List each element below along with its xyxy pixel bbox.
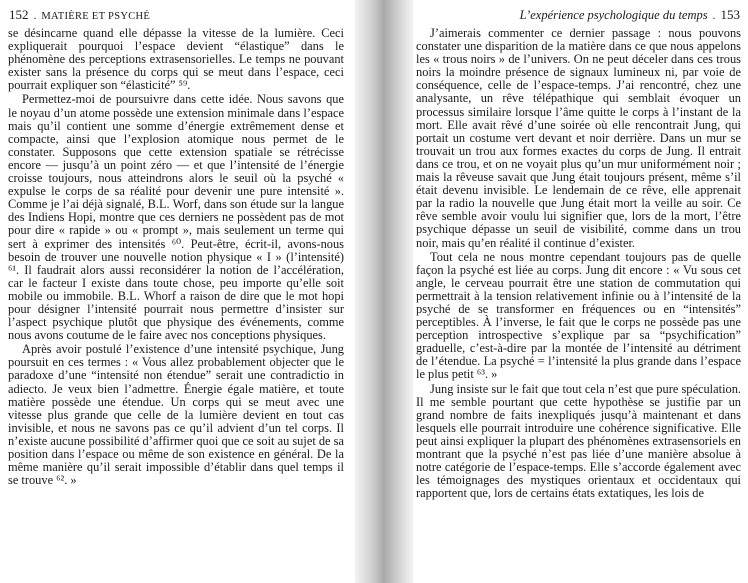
book-gutter-shadow	[355, 0, 413, 583]
right-running-head	[416, 6, 740, 24]
left-running-head	[9, 6, 344, 24]
left-page-number: 152	[9, 7, 29, 22]
left-page	[0, 0, 356, 583]
left-page-text	[8, 27, 344, 583]
right-paragraph-1: J’aimerais commenter ce dernier passage : nous pouvons constater une disparition de la matière dans ce que nous appelons les « trous noirs » de l’univers. On ne peut déceler dans ces trous noirs la moindre présence de signaux lumineux ni, par voie de conséquence, celle de l’espace-temps. J’ai rencontré, chez une analysante, un rêve télépathique qui semblait évoquer un processus similaire lorsque l’âme quitte le corps à l’instant de la mort. Elle avait rêvé d’une soirée où elle rencontrait Jung, qui portait un costume vert devant et noir derrière. Dans un mur se trouvait un trou aux formes exactes du corps de Jung. Il entrait dans ce trou, et on ne voyait plus qu’un mur uniformément noir ; mais la rêveuse savait que Jung était toujours présent, même s’il était devenu invisible. Le lendemain de ce rêve, elle apprenait par la radio la nouvelle que Jung était mort la veille au soir. Ce rêve semble avoir voulu lui signifier que, lors de la mort, l’être psychique dépasse un seuil de visibilité, comme dans un trou noir, mais qu’en réalité il continue d’exister.	[416, 26, 741, 250]
right-page-number: 153	[720, 7, 740, 22]
right-head-separator: .	[712, 10, 716, 22]
right-paragraph-3: Jung insiste sur le fait que tout cela n’est que pure spéculation. Il me semble pourtant que cette hypothèse se justifie par un grand nombre de faits inexpliqués jusqu’à maintenant et dans lesquels elle pourrait introduire une cohérence significative. Elle peut ainsi expliquer la plupart des phénomènes extrasensoriels en montrant que la psyché n’est pas liée d’une manière absolue à notre catégorie de l’espace-temps. Elle s’accorde également avec les témoignages des mystiques orientaux et occidentaux qui rapportent que, lors de certains états extatiques, les lois de	[416, 381, 741, 501]
left-paragraph-2: Permettez-moi de poursuivre dans cette idée. Nous savons que le noyau d’un atome possède une extension minimale dans l’espace mais qu’il contient une somme d’énergie extrêmement dense et compacte, ainsi que l’explosion atomique nous permet de le constater. Supposons que cette extension spatiale se rétrécisse encore — jusqu’à un point zéro — et que l’intensité de l’énergie croisse toujours, nous atteindrons alors le seuil où la psyché « expulse le corps de sa réalité pour devenir une pure intensité ». Comme je l’ai déjà signalé, B.L. Worf, dans son étude sur la langue des Indiens Hopi, montre que ces derniers ne possèdent pas de mot pour dire « rapide » ou « prompt », mais seulement un terme qui sert à exprimer des intensités ⁶⁰. Peut-être, écrit-il, avons-nous besoin de trouver une nouvelle notion physique « I » (l’intensité) ⁶¹. Il faudrait alors aussi reconsidérer la notion de l’accélération, car le facteur I existe dans toute chose, peu importe qu’elle soit mobile ou immobile. B.L. Whorf a raison de dire que le mot hopi pour désigner l’intensité pourrait nous permettre d’insister sur l’aspect psychique plutôt que physique des événements, comme nous avons coutume de le faire avec nos conceptions physiques.	[8, 92, 344, 343]
left-paragraph-1: se désincarne quand elle dépasse la vitesse de la lumière. Ceci expliquerait pourquoi l’espace devient “élastique” dans le phénomène des perceptions extrasensorielles. Le temps ne pouvant exister sans la présence du corps qui se meut dans l’espace, ceci pourrait expliquer son “élasticité” ⁵⁹.	[8, 26, 344, 93]
right-page-text	[416, 27, 741, 583]
right-paragraph-2: Tout cela ne nous montre cependant toujours pas de quelle façon la psyché est liée au corps. Jung dit encore : « Vu sous cet angle, le cerveau pourrait être une station de commutation qui permettrait à la tension relativement infinie ou à l’intensité de la psyché de se transformer en fréquences ou en “intensités” perceptibles. À l’inverse, le fait que le corps ne possède pas une perception introspective s’explique par sa “psychification” graduelle, c’est-à-dire par la montée de l’intensité au détriment de l’étendue. La psyché = l’intensité la plus grande dans l’espace le plus petit ⁶³. »	[416, 249, 741, 382]
right-page	[410, 0, 748, 583]
left-paragraph-3: Après avoir postulé l’existence d’une intensité psychique, Jung poursuit en ces termes : « Vous allez probablement objecter que le paradoxe d’une “intensité non étendue” serait une contradictio in adiecto. Je veux bien l’admettre. Énergie égale matière, et toute matière possède une étendue. Un corps qui se meut avec une vitesse plus grande que celle de la lumière devient en tout cas invisible, et nous ne savons pas ce qu’il advient d’un tel corps. Il n’existe aucune possibilité d’affirmer quoi que ce soit au sujet de sa position dans l’espace ou même de son existence en général. De la même manière qu’il serait impossible d’établir dans quel temps il se trouve ⁶². »	[8, 342, 344, 488]
left-head-title: MATIÈRE ET PSYCHÉ	[41, 11, 151, 22]
right-head-title: L’expérience psychologique du temps	[519, 8, 708, 22]
left-head-separator: .	[33, 10, 37, 22]
